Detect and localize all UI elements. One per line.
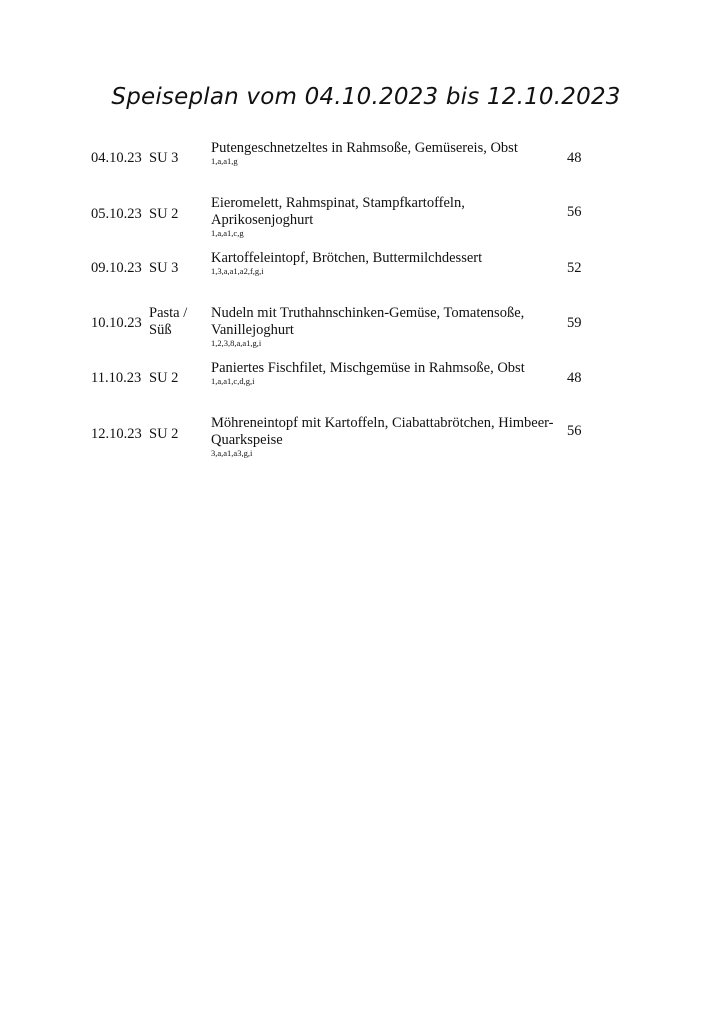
- dish-name-line: Aprikosenjoghurt: [211, 212, 314, 228]
- row-date: 12.10.23: [91, 426, 142, 442]
- row-dish: [211, 250, 556, 276]
- row-number: 48: [567, 370, 582, 386]
- dish-name-line: Kartoffeleintopf, Brötchen, Buttermilchdessert: [211, 250, 483, 266]
- dish-name-line: Vanillejoghurt: [211, 322, 294, 338]
- dish-name-line: Nudeln mit Truthahnschinken-Gemüse, Tomatensoße,: [211, 305, 525, 321]
- allergen-codes: 1,a,a1,c,g: [211, 228, 244, 238]
- dish-name-line: Möhreneintopf mit Kartoffeln, Ciabattabrötchen, Himbeer-: [211, 415, 554, 431]
- dish-name-line: Putengeschnetzeltes in Rahmsoße, Gemüsereis, Obst: [211, 140, 518, 156]
- row-date: 04.10.23: [91, 150, 142, 166]
- row-number: 59: [567, 315, 582, 331]
- row-category-line: Pasta /: [149, 305, 188, 321]
- row-number: 48: [567, 150, 582, 166]
- dish-name-line: Paniertes Fischfilet, Mischgemüse in Rahmsoße, Obst: [211, 360, 525, 376]
- row-number: 56: [567, 204, 582, 220]
- row-number: 52: [567, 260, 582, 276]
- allergen-codes: 1,a,a1,g: [211, 156, 238, 166]
- row-dish: [211, 305, 556, 348]
- row-category: [149, 305, 187, 339]
- allergen-codes: 1,3,a,a1,a2,f,g,i: [211, 266, 264, 276]
- row-date: 11.10.23: [91, 370, 142, 386]
- row-category: SU 3: [149, 150, 179, 166]
- page-title: Speiseplan vom 04.10.2023 bis 12.10.2023: [111, 84, 621, 110]
- row-dish: [211, 360, 556, 386]
- row-dish: [211, 195, 556, 238]
- row-category: SU 2: [149, 370, 179, 386]
- allergen-codes: 1,2,3,8,a,a1,g,i: [211, 338, 262, 348]
- row-date: 10.10.23: [91, 315, 142, 331]
- dish-name-line: Quarkspeise: [211, 432, 283, 448]
- allergen-codes: 1,a,a1,c,d,g,i: [211, 376, 255, 386]
- row-category-line: Süß: [149, 322, 172, 338]
- row-date: 09.10.23: [91, 260, 142, 276]
- row-dish: [211, 415, 556, 458]
- row-number: 56: [567, 423, 582, 439]
- row-category: SU 2: [149, 206, 179, 222]
- row-dish: [211, 140, 556, 166]
- row-category: SU 2: [149, 426, 179, 442]
- row-category: SU 3: [149, 260, 179, 276]
- allergen-codes: 3,a,a1,a3,g,i: [211, 448, 253, 458]
- row-date: 05.10.23: [91, 206, 142, 222]
- dish-name-line: Eieromelett, Rahmspinat, Stampfkartoffeln,: [211, 195, 465, 211]
